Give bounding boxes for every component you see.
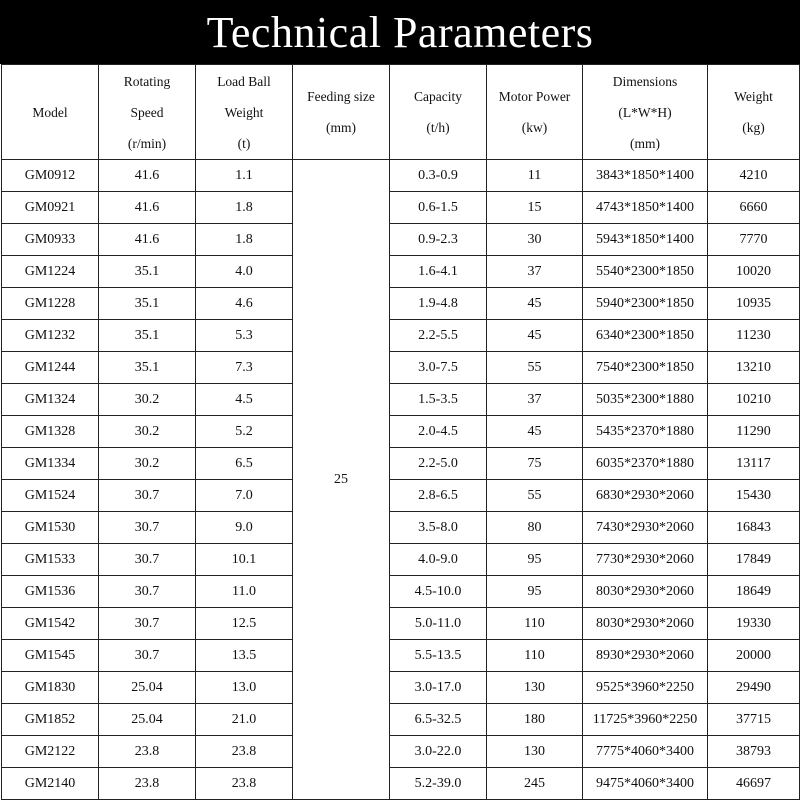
cell-dimensions: 9525*3960*2250 — [583, 672, 708, 704]
header-feeding-size: Feeding size (mm) — [293, 65, 390, 160]
cell-capacity: 2.0-4.5 — [390, 416, 487, 448]
cell-load-ball-weight: 11.0 — [196, 576, 293, 608]
cell-dimensions: 3843*1850*1400 — [583, 160, 708, 192]
cell-model: GM1542 — [2, 608, 99, 640]
table-row — [2, 192, 800, 224]
cell-capacity: 6.5-32.5 — [390, 704, 487, 736]
cell-motor-power: 180 — [487, 704, 583, 736]
cell-motor-power: 130 — [487, 672, 583, 704]
cell-load-ball-weight: 5.2 — [196, 416, 293, 448]
cell-dimensions: 5035*2300*1880 — [583, 384, 708, 416]
cell-dimensions: 5943*1850*1400 — [583, 224, 708, 256]
cell-rotating-speed: 23.8 — [99, 768, 196, 800]
table-row — [2, 384, 800, 416]
table-row — [2, 480, 800, 512]
cell-dimensions: 6830*2930*2060 — [583, 480, 708, 512]
cell-capacity: 4.0-9.0 — [390, 544, 487, 576]
cell-capacity: 3.0-7.5 — [390, 352, 487, 384]
cell-load-ball-weight: 21.0 — [196, 704, 293, 736]
cell-model: GM1533 — [2, 544, 99, 576]
table-row — [2, 224, 800, 256]
cell-dimensions: 6035*2370*1880 — [583, 448, 708, 480]
header-dimensions: Dimensions (L*W*H) (mm) — [583, 65, 708, 160]
cell-dimensions: 8030*2930*2060 — [583, 576, 708, 608]
cell-load-ball-weight: 4.6 — [196, 288, 293, 320]
cell-motor-power: 80 — [487, 512, 583, 544]
header-weight: Weight (kg) — [708, 65, 800, 160]
cell-motor-power: 55 — [487, 480, 583, 512]
table-row — [2, 288, 800, 320]
table-row — [2, 448, 800, 480]
cell-weight: 17849 — [708, 544, 800, 576]
cell-motor-power: 245 — [487, 768, 583, 800]
cell-rotating-speed: 30.7 — [99, 640, 196, 672]
cell-weight: 37715 — [708, 704, 800, 736]
cell-motor-power: 37 — [487, 384, 583, 416]
cell-capacity: 0.9-2.3 — [390, 224, 487, 256]
cell-weight: 29490 — [708, 672, 800, 704]
cell-rotating-speed: 41.6 — [99, 224, 196, 256]
cell-rotating-speed: 30.7 — [99, 608, 196, 640]
table-row — [2, 640, 800, 672]
cell-weight: 46697 — [708, 768, 800, 800]
cell-model: GM1334 — [2, 448, 99, 480]
cell-model: GM1328 — [2, 416, 99, 448]
cell-rotating-speed: 30.2 — [99, 384, 196, 416]
cell-weight: 7770 — [708, 224, 800, 256]
cell-load-ball-weight: 6.5 — [196, 448, 293, 480]
cell-dimensions: 5435*2370*1880 — [583, 416, 708, 448]
cell-model: GM1852 — [2, 704, 99, 736]
cell-rotating-speed: 25.04 — [99, 672, 196, 704]
title-banner — [0, 0, 800, 64]
cell-weight: 19330 — [708, 608, 800, 640]
cell-motor-power: 110 — [487, 640, 583, 672]
cell-rotating-speed: 35.1 — [99, 256, 196, 288]
cell-motor-power: 130 — [487, 736, 583, 768]
cell-weight: 11230 — [708, 320, 800, 352]
cell-dimensions: 7540*2300*1850 — [583, 352, 708, 384]
cell-rotating-speed: 30.7 — [99, 512, 196, 544]
cell-rotating-speed: 30.7 — [99, 480, 196, 512]
cell-weight: 10935 — [708, 288, 800, 320]
cell-rotating-speed: 30.7 — [99, 576, 196, 608]
cell-dimensions: 11725*3960*2250 — [583, 704, 708, 736]
cell-capacity: 5.2-39.0 — [390, 768, 487, 800]
cell-motor-power: 37 — [487, 256, 583, 288]
header-model: Model — [2, 65, 99, 160]
cell-weight: 13117 — [708, 448, 800, 480]
cell-model: GM1530 — [2, 512, 99, 544]
cell-rotating-speed: 25.04 — [99, 704, 196, 736]
cell-weight: 6660 — [708, 192, 800, 224]
cell-rotating-speed: 35.1 — [99, 288, 196, 320]
cell-load-ball-weight: 9.0 — [196, 512, 293, 544]
table-row — [2, 416, 800, 448]
cell-weight: 4210 — [708, 160, 800, 192]
cell-weight: 11290 — [708, 416, 800, 448]
cell-load-ball-weight: 4.0 — [196, 256, 293, 288]
header-row — [2, 65, 800, 160]
cell-dimensions: 4743*1850*1400 — [583, 192, 708, 224]
header-motor-power: Motor Power (kw) — [487, 65, 583, 160]
cell-model: GM1224 — [2, 256, 99, 288]
table-row — [2, 544, 800, 576]
cell-load-ball-weight: 23.8 — [196, 736, 293, 768]
cell-model: GM1228 — [2, 288, 99, 320]
cell-capacity: 3.0-22.0 — [390, 736, 487, 768]
cell-motor-power: 110 — [487, 608, 583, 640]
cell-weight: 10210 — [708, 384, 800, 416]
cell-model: GM0933 — [2, 224, 99, 256]
table-row — [2, 576, 800, 608]
table-row — [2, 160, 800, 192]
cell-rotating-speed: 30.2 — [99, 416, 196, 448]
cell-motor-power: 95 — [487, 544, 583, 576]
cell-motor-power: 55 — [487, 352, 583, 384]
cell-weight: 10020 — [708, 256, 800, 288]
cell-rotating-speed: 41.6 — [99, 192, 196, 224]
page-title: Technical Parameters — [206, 7, 594, 57]
cell-capacity: 3.0-17.0 — [390, 672, 487, 704]
cell-weight: 18649 — [708, 576, 800, 608]
cell-rotating-speed: 30.7 — [99, 544, 196, 576]
cell-dimensions: 6340*2300*1850 — [583, 320, 708, 352]
header-rotating-speed: Rotating Speed (r/min) — [99, 65, 196, 160]
cell-capacity: 1.9-4.8 — [390, 288, 487, 320]
cell-dimensions: 7730*2930*2060 — [583, 544, 708, 576]
cell-capacity: 0.6-1.5 — [390, 192, 487, 224]
cell-model: GM1324 — [2, 384, 99, 416]
cell-model: GM0921 — [2, 192, 99, 224]
header-capacity: Capacity (t/h) — [390, 65, 487, 160]
cell-load-ball-weight: 10.1 — [196, 544, 293, 576]
cell-dimensions: 8030*2930*2060 — [583, 608, 708, 640]
cell-load-ball-weight: 5.3 — [196, 320, 293, 352]
cell-feeding-size: 25 — [293, 160, 390, 800]
cell-load-ball-weight: 1.8 — [196, 192, 293, 224]
cell-rotating-speed: 23.8 — [99, 736, 196, 768]
table-row — [2, 608, 800, 640]
cell-motor-power: 11 — [487, 160, 583, 192]
cell-rotating-speed: 35.1 — [99, 320, 196, 352]
cell-capacity: 5.0-11.0 — [390, 608, 487, 640]
cell-load-ball-weight: 23.8 — [196, 768, 293, 800]
cell-load-ball-weight: 13.0 — [196, 672, 293, 704]
table-row — [2, 256, 800, 288]
table-row — [2, 352, 800, 384]
cell-weight: 38793 — [708, 736, 800, 768]
cell-capacity: 1.5-3.5 — [390, 384, 487, 416]
table-row — [2, 736, 800, 768]
cell-model: GM0912 — [2, 160, 99, 192]
cell-model: GM1232 — [2, 320, 99, 352]
table-row — [2, 320, 800, 352]
cell-motor-power: 45 — [487, 320, 583, 352]
table-row — [2, 704, 800, 736]
cell-motor-power: 15 — [487, 192, 583, 224]
cell-weight: 15430 — [708, 480, 800, 512]
cell-dimensions: 5540*2300*1850 — [583, 256, 708, 288]
cell-capacity: 3.5-8.0 — [390, 512, 487, 544]
cell-rotating-speed: 41.6 — [99, 160, 196, 192]
cell-dimensions: 5940*2300*1850 — [583, 288, 708, 320]
table-row — [2, 768, 800, 800]
cell-model: GM1244 — [2, 352, 99, 384]
cell-model: GM1524 — [2, 480, 99, 512]
cell-weight: 20000 — [708, 640, 800, 672]
cell-motor-power: 95 — [487, 576, 583, 608]
cell-capacity: 5.5-13.5 — [390, 640, 487, 672]
cell-capacity: 4.5-10.0 — [390, 576, 487, 608]
cell-motor-power: 75 — [487, 448, 583, 480]
cell-model: GM1536 — [2, 576, 99, 608]
cell-capacity: 2.2-5.0 — [390, 448, 487, 480]
cell-motor-power: 45 — [487, 288, 583, 320]
parameters-table — [1, 64, 800, 800]
cell-weight: 16843 — [708, 512, 800, 544]
cell-rotating-speed: 35.1 — [99, 352, 196, 384]
cell-model: GM1545 — [2, 640, 99, 672]
table-row — [2, 512, 800, 544]
cell-dimensions: 8930*2930*2060 — [583, 640, 708, 672]
cell-load-ball-weight: 13.5 — [196, 640, 293, 672]
cell-dimensions: 9475*4060*3400 — [583, 768, 708, 800]
table-row — [2, 672, 800, 704]
cell-load-ball-weight: 7.3 — [196, 352, 293, 384]
cell-load-ball-weight: 12.5 — [196, 608, 293, 640]
cell-motor-power: 30 — [487, 224, 583, 256]
cell-model: GM2122 — [2, 736, 99, 768]
cell-dimensions: 7430*2930*2060 — [583, 512, 708, 544]
cell-model: GM2140 — [2, 768, 99, 800]
cell-rotating-speed: 30.2 — [99, 448, 196, 480]
cell-model: GM1830 — [2, 672, 99, 704]
cell-load-ball-weight: 7.0 — [196, 480, 293, 512]
cell-load-ball-weight: 4.5 — [196, 384, 293, 416]
cell-capacity: 1.6-4.1 — [390, 256, 487, 288]
cell-capacity: 0.3-0.9 — [390, 160, 487, 192]
cell-weight: 13210 — [708, 352, 800, 384]
cell-load-ball-weight: 1.8 — [196, 224, 293, 256]
table-body — [2, 160, 800, 800]
cell-load-ball-weight: 1.1 — [196, 160, 293, 192]
header-load-ball-weight: Load Ball Weight (t) — [196, 65, 293, 160]
cell-motor-power: 45 — [487, 416, 583, 448]
cell-capacity: 2.8-6.5 — [390, 480, 487, 512]
cell-dimensions: 7775*4060*3400 — [583, 736, 708, 768]
cell-capacity: 2.2-5.5 — [390, 320, 487, 352]
